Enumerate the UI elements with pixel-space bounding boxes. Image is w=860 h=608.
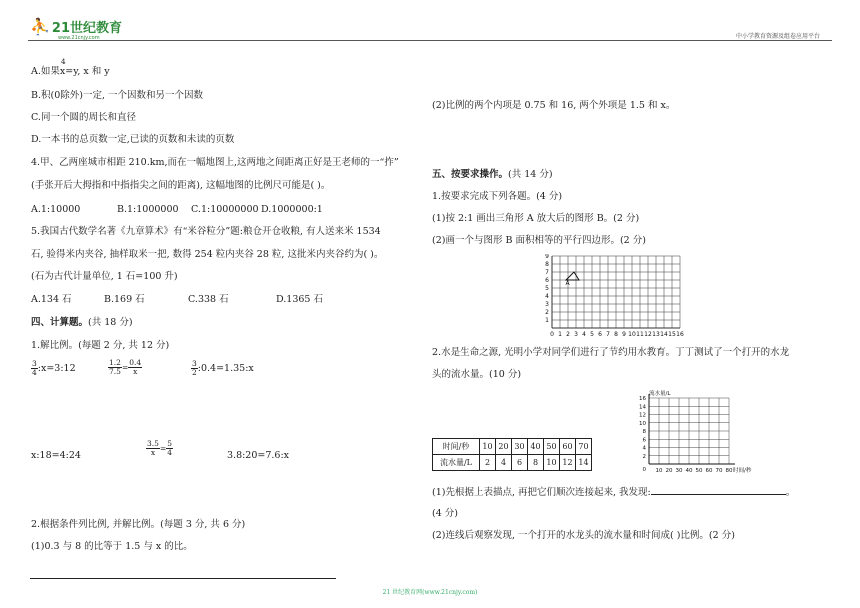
- s2-line1: 2.水是生命之源, 光明小学对同学们进行了节约用水教育。丁丁测试了一个打开的水龙: [432, 347, 790, 358]
- table-cell: 14: [576, 455, 592, 471]
- s2-part1: (1)先根据上表描点, 再把它们顺次连接起来, 我发现: 。: [432, 487, 796, 498]
- q5-line1: 5.我国古代数学名著《九章算术》有“米谷粒分”题:粮仓开仓收粮, 有人送来米 1534: [31, 226, 381, 237]
- grid-x-tick-label: 5: [590, 331, 594, 338]
- chart-y-tick-label: 14: [639, 404, 646, 411]
- grid-x-tick-label: 1: [558, 331, 562, 338]
- grid-x-tick-label: 10: [628, 331, 636, 338]
- equation-6: 3.8:20=7.6:x: [227, 450, 290, 461]
- option-c: C.同一个圆的周长和直径: [31, 112, 136, 123]
- q5-line2: 石, 验得米内夹谷, 抽样取米一把, 数得 254 粒内夹谷 28 粒, 这批米内夹谷约为( )。: [31, 249, 384, 260]
- grid-y-tick-label: 8: [545, 261, 549, 268]
- table-cell: 40: [528, 439, 544, 455]
- q4-option-c: C.1:10000000: [191, 204, 259, 215]
- chart-x-tick-label: 10: [655, 468, 663, 474]
- chart-x-tick-label: 50: [695, 468, 703, 474]
- footer-divider: [30, 578, 336, 579]
- option-b: B.积(0除外)一定, 一个因数和另一个因数: [31, 90, 203, 101]
- grid-x-tick-label: 7: [606, 331, 610, 338]
- chart-y-tick-label: 6: [642, 437, 646, 444]
- triangle-label: A: [565, 280, 570, 287]
- chart-y-tick-label: 12: [639, 412, 646, 419]
- equation-5: $\frac{3.5}{x}$ = $\frac{5}{4}$: [147, 439, 173, 457]
- equation-3: $\frac{3}{2}$ :0.4=1.35:x: [192, 359, 254, 377]
- option-a: A.如果 4 x=y, x 和 y: [31, 57, 110, 77]
- grid-x-tick-label: 11: [636, 331, 644, 338]
- table-header-cell: 时间/秒: [433, 439, 480, 455]
- q5-option-d: D.1365 石: [276, 294, 323, 305]
- grid-y-tick-label: 9: [545, 254, 549, 260]
- grid-x-tick-label: 0: [550, 331, 554, 338]
- chart-x-tick-label: 80: [725, 468, 733, 474]
- table-cell: 30: [512, 439, 528, 455]
- chart-y-tick-label: 16: [639, 396, 646, 402]
- grid-x-tick-label: 16: [676, 331, 684, 338]
- table-cell: 6: [512, 455, 528, 471]
- grid-y-tick-label: 7: [545, 269, 549, 276]
- header-divider: [28, 40, 832, 41]
- section5-heading: 五、按要求操作。(共 14 分): [432, 169, 553, 180]
- logo-text: 21世纪教育: [51, 20, 123, 36]
- equation-4: x:18=4:24: [31, 450, 81, 461]
- grid-x-tick-label: 9: [622, 331, 626, 338]
- grid-x-tick-label: 4: [582, 331, 586, 338]
- s2-part2: (2)连线后观察发现, 一个打开的水龙头的流水量和时间成( )比例。(2 分): [432, 530, 735, 541]
- chart-x-tick-label: 30: [675, 468, 683, 474]
- chart-y-tick-label: 4: [642, 445, 646, 452]
- chart-x-tick-label: 20: [665, 468, 673, 474]
- q1-title: 1.解比例。(每题 2 分, 共 12 分): [31, 340, 170, 351]
- table-cell: 2: [480, 455, 496, 471]
- table-row: [433, 439, 592, 455]
- grid-x-tick-label: 3: [574, 331, 578, 338]
- answer-blank[interactable]: [651, 485, 786, 495]
- q4-line1: 4.甲、乙两座城市相距 210.km,而在一幅地图上,这两地之间距离正好是王老师的一“拃”: [31, 157, 399, 168]
- table-cell: 10: [480, 439, 496, 455]
- equation-1: $\frac{3}{4}$ :x=3:12: [32, 359, 76, 377]
- grid-y-tick-label: 3: [545, 301, 549, 308]
- chart-origin-label: 0: [642, 467, 646, 473]
- flow-chart[interactable]: [630, 388, 760, 476]
- s1-part1: (1)按 2:1 画出三角形 A 放大后的图形 B。(2 分): [432, 213, 640, 224]
- chart-x-label: 时间/秒: [733, 468, 752, 474]
- table-cell: 20: [496, 439, 512, 455]
- section4-heading: 四、计算题。(共 18 分): [31, 317, 133, 328]
- option-d: D.一本书的总页数一定,已读的页数和未读的页数: [31, 134, 235, 145]
- q2-title: 2.根据条件列比例, 并解比例。(每题 3 分, 共 6 分): [31, 519, 246, 530]
- s2-line2: 头的流水量。(10 分): [432, 369, 522, 380]
- chart-x-tick-label: 60: [705, 468, 713, 474]
- q2-part1: (1)0.3 与 8 的比等于 1.5 与 x 的比。: [31, 541, 193, 552]
- table-cell: 8: [528, 455, 544, 471]
- runner-icon: ⛹: [30, 16, 50, 36]
- header-platform-text: 中小学教育资源及组卷应用平台: [735, 33, 820, 40]
- q5-option-c: C.338 石: [188, 294, 229, 305]
- grid-y-tick-label: 5: [545, 285, 549, 292]
- table-cell: 4: [496, 455, 512, 471]
- grid-x-tick-label: 8: [614, 331, 618, 338]
- site-logo: [30, 14, 123, 41]
- grid-lines: [552, 256, 680, 328]
- q4-option-d: D.1000000:1: [261, 204, 323, 215]
- chart-y-tick-label: 8: [642, 429, 646, 435]
- table-cell: 50: [544, 439, 560, 455]
- table-cell: 10: [544, 455, 560, 471]
- table-row: [433, 455, 592, 471]
- grid-x-tick-label: 13: [652, 331, 660, 338]
- table-cell: 70: [576, 439, 592, 455]
- chart-y-tick-label: 2: [642, 453, 646, 460]
- grid-y-tick-label: 2: [545, 309, 549, 316]
- table-cell: 12: [560, 455, 576, 471]
- table-cell: 60: [560, 439, 576, 455]
- grid-y-tick-label: 1: [545, 317, 549, 324]
- chart-y-label: 流水量/L: [649, 391, 671, 397]
- q4-line2: (手张开后大拇指和中指指尖之间的距离), 这幅地图的比例尺可能是( )。: [31, 180, 331, 191]
- s2-part1-points: (4 分): [432, 508, 458, 519]
- grid-x-tick-label: 2: [566, 331, 570, 338]
- q2-part2: (2)比例的两个内项是 0.75 和 16, 两个外项是 1.5 和 x。: [432, 100, 676, 111]
- q4-option-a: A.1:10000: [31, 204, 81, 215]
- q5-option-b: B.169 石: [104, 294, 145, 305]
- logo-url: www.21cnjy.com: [58, 35, 100, 41]
- table-header-cell: 流水量/L: [433, 455, 480, 471]
- chart-x-tick-label: 40: [685, 468, 693, 474]
- s1-part2: (2)画一个与图形 B 面积相等的平行四边形。(2 分): [432, 235, 646, 246]
- q5-line3: (石为古代计量单位, 1 石=100 升): [31, 271, 178, 282]
- q5-option-a: A.134 石: [31, 294, 72, 305]
- grid-x-tick-label: 12: [644, 331, 652, 338]
- equation-2: $\frac{1.2}{7.5}$ = $\frac{0.4}{x}$: [109, 358, 142, 376]
- s1-title: 1.按要求完成下列各题。(4 分): [432, 191, 563, 202]
- grid-x-tick-label: 6: [598, 331, 602, 338]
- grid-y-tick-label: 6: [545, 277, 549, 284]
- chart-y-tick-label: 10: [639, 420, 646, 427]
- q4-option-b: B.1:1000000: [117, 204, 179, 215]
- grid-y-tick-label: 4: [545, 293, 549, 300]
- chart-x-tick-label: 70: [715, 468, 723, 474]
- flow-table: [432, 438, 592, 471]
- footer-text: 21 世纪教育网(www.21cnjy.com): [382, 589, 478, 596]
- grid-x-tick-label: 14: [660, 331, 668, 338]
- drawing-grid[interactable]: [540, 254, 700, 340]
- grid-x-tick-label: 15: [668, 331, 676, 338]
